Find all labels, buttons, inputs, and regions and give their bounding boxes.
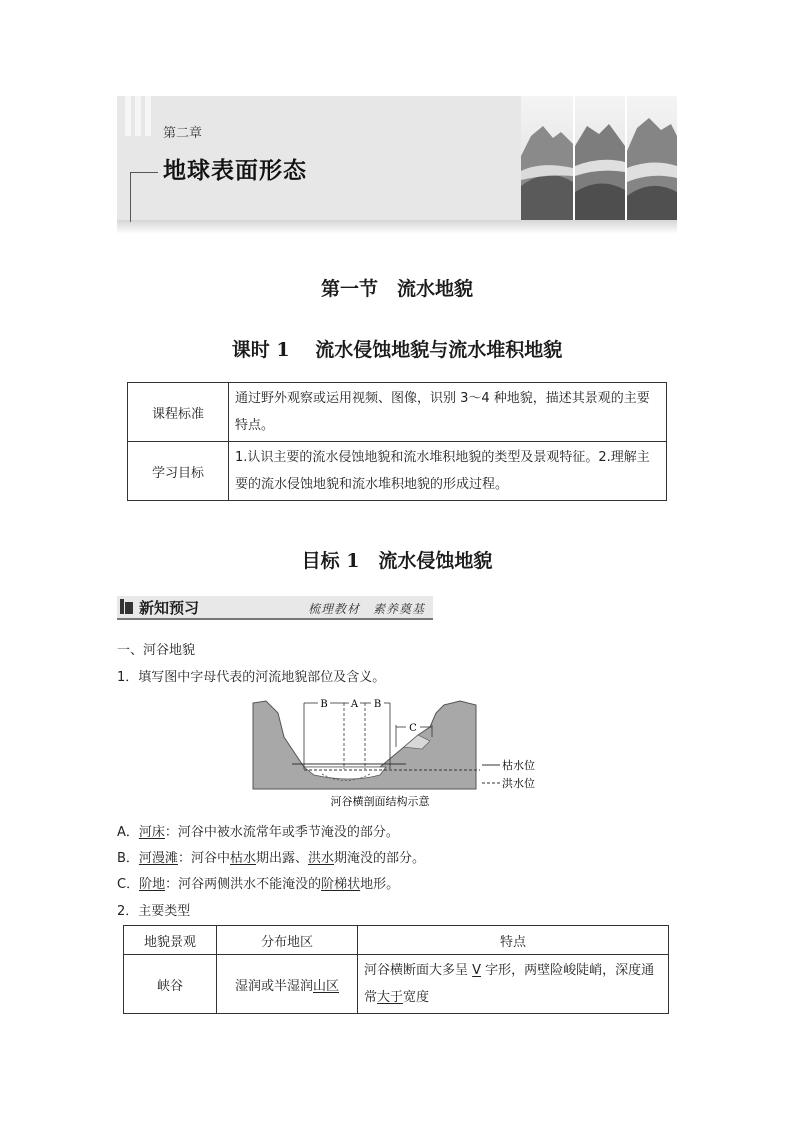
answer-b-text: 期出露、 xyxy=(255,851,308,866)
answer-a-text: ：河谷中被水流常年或季节淹没的部分。 xyxy=(164,825,399,840)
banner-stripe xyxy=(145,96,151,136)
answer-b-prefix: B． xyxy=(117,851,139,866)
features-text: 字形，两壁险峻陡峭，深度通常 xyxy=(364,963,655,1005)
objectives-label: 学习目标 xyxy=(128,442,229,501)
cell-features xyxy=(358,955,669,1014)
banner-shadow xyxy=(117,220,677,234)
preview-bar xyxy=(117,596,433,620)
book-icon xyxy=(120,599,133,614)
legend-flood-water: 洪水位 xyxy=(502,777,535,790)
answer-c-prefix: C． xyxy=(117,877,140,892)
cell-region xyxy=(217,955,358,1014)
header-region: 分布地区 xyxy=(217,926,358,955)
diagram-caption: 河谷横剖面结构示意 xyxy=(330,795,430,808)
header-landform: 地貌景观 xyxy=(124,926,217,955)
answer-a-term: 河床 xyxy=(138,825,165,840)
standards-table xyxy=(127,382,667,501)
table-row xyxy=(128,442,667,501)
table-row xyxy=(124,955,669,1014)
answer-c xyxy=(117,873,399,892)
objectives-text: 1.认识主要的流水侵蚀地貌和流水堆积地貌的类型及景观特征。2.理解主要的流水侵蚀地貌和流水堆积地貌的形成过程。 xyxy=(229,442,667,501)
preview-title: 新知预习 xyxy=(139,599,200,617)
cell-landform: 峡谷 xyxy=(124,955,217,1014)
chapter-label: 第二章 xyxy=(163,126,203,141)
banner-stripe xyxy=(135,96,141,136)
answer-b-blank: 枯水 xyxy=(229,851,256,866)
answer-a-prefix: A． xyxy=(117,825,139,840)
table-header-row xyxy=(124,926,669,955)
header-features: 特点 xyxy=(358,926,669,955)
answer-c-blank: 阶梯状 xyxy=(321,877,361,892)
label-b-left: B xyxy=(320,699,328,710)
features-text: 河谷横断面大多呈 xyxy=(364,963,473,978)
answer-b xyxy=(117,847,425,866)
answer-c-text: ：河谷两侧洪水不能淹没的 xyxy=(165,877,322,892)
standards-label: 课程标准 xyxy=(128,383,229,442)
label-b-right: B xyxy=(373,699,382,710)
banner-hook-line xyxy=(130,172,158,173)
banner-hook-line xyxy=(130,172,131,222)
region-blank: 山区 xyxy=(313,978,340,994)
chapter-title: 地球表面形态 xyxy=(163,158,307,184)
answer-b-term: 河漫滩 xyxy=(138,851,178,866)
answer-b-text: 期淹没的部分。 xyxy=(334,851,426,866)
label-a: A xyxy=(350,699,359,710)
features-blank: 大于 xyxy=(377,990,404,1005)
mountain-photo xyxy=(521,96,677,220)
chapter-banner xyxy=(117,96,677,236)
lesson-title: 课时 1 流水侵蚀地貌与流水堆积地貌 xyxy=(231,339,563,361)
legend-low-water: 枯水位 xyxy=(502,759,535,772)
landform-types-table xyxy=(123,925,669,1014)
answer-a xyxy=(117,821,399,840)
features-text: 宽度 xyxy=(403,990,430,1005)
section-title: 第一节 流水地貌 xyxy=(320,278,473,300)
label-c: C xyxy=(409,723,417,734)
goal-title: 目标 1 流水侵蚀地貌 xyxy=(301,550,493,572)
answer-c-text: 地形。 xyxy=(360,877,400,892)
features-blank: V xyxy=(472,963,482,978)
region-text: 湿润或半湿润 xyxy=(234,978,313,994)
question-2: 2．主要类型 xyxy=(117,904,191,919)
answer-b-text: ：河谷中 xyxy=(177,851,230,866)
answer-b-blank: 洪水 xyxy=(307,851,334,866)
preview-subtitle: 梳理教材 素养奠基 xyxy=(307,602,425,616)
river-valley-diagram xyxy=(250,697,550,812)
standards-text: 通过野外观察或运用视频、图像，识别 3～4 种地貌，描述其景观的主要特点。 xyxy=(229,383,667,442)
answer-c-term: 阶地 xyxy=(139,877,166,892)
banner-stripe xyxy=(125,96,131,136)
table-row xyxy=(128,383,667,442)
question-1: 1．填写图中字母代表的河流地貌部位及含义。 xyxy=(117,670,386,685)
heading-river-valley: 一、河谷地貌 xyxy=(117,643,196,658)
